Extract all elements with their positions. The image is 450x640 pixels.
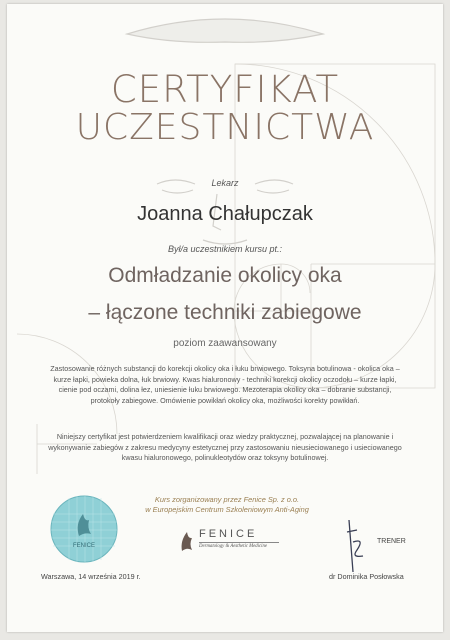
participant-text: Był/a uczestnikiem kursu pt.:	[167, 244, 283, 254]
participant-role: Lekarz	[211, 178, 239, 188]
organizer-info	[107, 495, 347, 515]
participant-name: Joanna Chałupczak	[137, 203, 313, 225]
course-topics: Zastosowanie różnych substancji do korekcji okolicy oka i łuku brwiowego. Toksyna botulinowa - okolica oka – kurze łapki, powieka dolna, łuk brwiowy. Kwas hialuronowy - techniki korekcji okolicy oczodołu – kurze łapki, cienie pod oczami, dolina łez, uniesienie łuku brwiowego. Mezoterapia okolicy oka – dobranie substancji, protokoły zabiegowe. Omówienie powikłań okolicy oka, możliwości korekty powikłań.	[50, 364, 400, 405]
trainer-label: TRENER	[377, 538, 406, 545]
course-title-line2: – łączone techniki zabiegowe	[88, 301, 362, 324]
phoenix-icon	[179, 529, 195, 553]
course-level: poziom zaawansowany	[173, 338, 277, 349]
certificate-title-line1: CERTYFIKAT	[110, 68, 340, 111]
logo-name: FENICE	[199, 528, 258, 540]
logo-divider	[199, 542, 279, 543]
certificate-page	[7, 4, 443, 632]
fenice-logo	[179, 529, 279, 555]
organizer-line1: Kurs zorganizowany przez Fenice Sp. z o.o.	[154, 495, 300, 504]
trainer-name: dr Dominika Posłowska	[329, 572, 404, 581]
certificate-title-line2: UCZESTNICTWA	[75, 107, 375, 148]
course-title-line1: Odmładzanie okolicy oka	[108, 264, 342, 287]
fenice-seal-icon	[49, 494, 119, 564]
seal-text: FENICE	[72, 543, 96, 549]
logo-subtitle: Dermatology & Aesthetic Medicine	[199, 544, 267, 549]
issue-date: Warszawa, 14 września 2019 r.	[41, 572, 141, 581]
organizer-line2: w Europejskim Centrum Szkoleniowym Anti-Aging	[145, 505, 309, 514]
certificate-statement: Niniejszy certyfikat jest potwierdzeniem kwalifikacji oraz wiedzy praktycznej, pozwalającej na planowanie i wykonywanie zabiegów z zakresu medycyny estetycznej przy zastosowaniu nieusieciowanego i usieciowanego kwasu hialuronowego, polinukleotydów oraz toksyny botulinowej.	[48, 432, 402, 463]
